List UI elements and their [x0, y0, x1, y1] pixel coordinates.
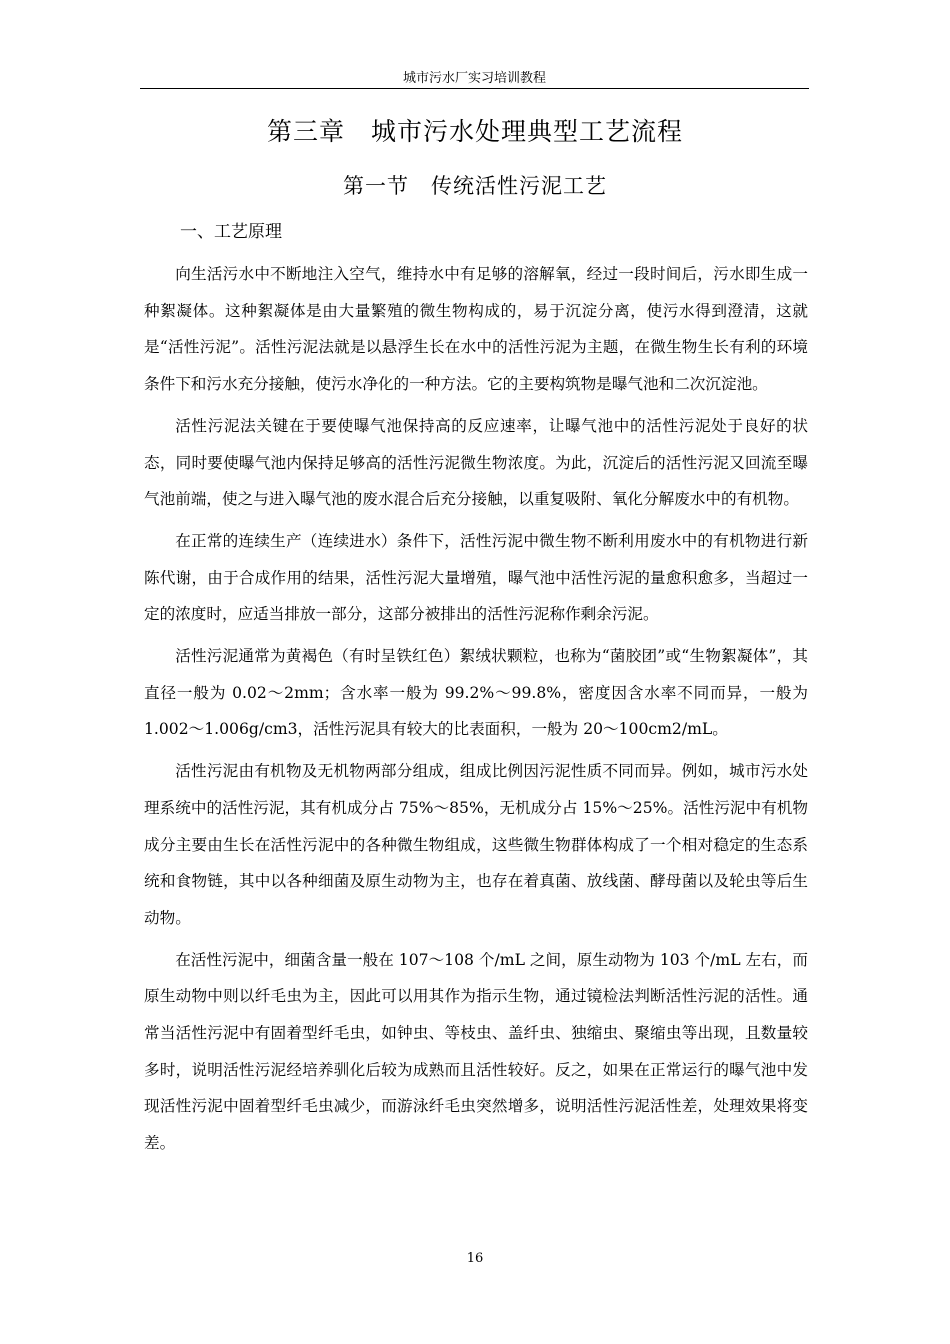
header-rule [140, 88, 809, 89]
section-title: 第一节 传统活性污泥工艺 [343, 174, 607, 198]
paragraph-5: 活性污泥由有机物及无机物两部分组成，组成比例因污泥性质不同而异。例如，城市污水处理系统中的活性污泥，其有机成分占 75%～85%，无机成分占 15%～25%。活性污泥中有机物成分主要由生长在活性污泥中的各种微生物组成，这些微生物群体构成了一个相对稳定的生态系统和食物链，其中以各种细菌及原生动物为主，也存在着真菌、放线菌、酵母菌以及轮虫等后生动物。 [144, 762, 808, 927]
paragraph-4: 活性污泥通常为黄褐色（有时呈铁红色）絮绒状颗粒，也称为“菌胶团”或“生物絮凝体”，其直径一般为 0.02～2mm；含水率一般为 99.2%～99.8%，密度因含水率不同而异，一般为 1.002～1.006g/cm3，活性污泥具有较大的比表面积，一般为 20～100cm2/mL。 [144, 647, 808, 739]
chapter-title: 第三章 城市污水处理典型工艺流程 [266, 117, 683, 146]
paragraph-2: 活性污泥法关键在于要使曝气池保持高的反应速率，让曝气池中的活性污泥处于良好的状态，同时要使曝气池内保持足够高的活性污泥微生物浓度。为此，沉淀后的活性污泥又回流至曝气池前端，使之与进入曝气池的废水混合后充分接触，以重复吸附、氧化分解废水中的有机物。 [144, 416, 808, 509]
body-text [144, 256, 808, 1167]
running-header: 城市污水厂实习培训教程 [402, 71, 546, 86]
subsection-heading: 一、工艺原理 [180, 222, 282, 242]
page-number: 16 [466, 1251, 484, 1266]
paragraph-3: 在正常的连续生产（连续进水）条件下，活性污泥中微生物不断利用废水中的有机物进行新陈代谢，由于合成作用的结果，活性污泥大量增殖，曝气池中活性污泥的量愈积愈多，当超过一定的浓度时，应适当排放一部分，这部分被排出的活性污泥称作剩余污泥。 [144, 531, 808, 624]
paragraph-1: 向生活污水中不断地注入空气，维持水中有足够的溶解氧，经过一段时间后，污水即生成一种絮凝体。这种絮凝体是由大量繁殖的微生物构成的，易于沉淀分离，使污水得到澄清，这就是“活性污泥”。活性污泥法就是以悬浮生长在水中的活性污泥为主题，在微生物生长有利的环境条件下和污水充分接触，使污水净化的一种方法。它的主要构筑物是曝气池和二次沉淀池。 [144, 265, 808, 394]
paragraph-6: 在活性污泥中，细菌含量一般在 107～108 个/mL 之间，原生动物为 103 个/mL 左右，而原生动物中则以纤毛虫为主，因此可以用其作为指示生物，通过镜检法判断活性污泥的活性。通常当活性污泥中有固着型纤毛虫，如钟虫、等枝虫、盖纤虫、独缩虫、聚缩虫等出现，且数量较多时，说明活性污泥经培养驯化后较为成熟而且活性较好。反之，如果在正常运行的曝气池中发现活性污泥中固着型纤毛虫减少，而游泳纤毛虫突然增多，说明活性污泥活性差，处理效果将变差。 [144, 950, 808, 1153]
